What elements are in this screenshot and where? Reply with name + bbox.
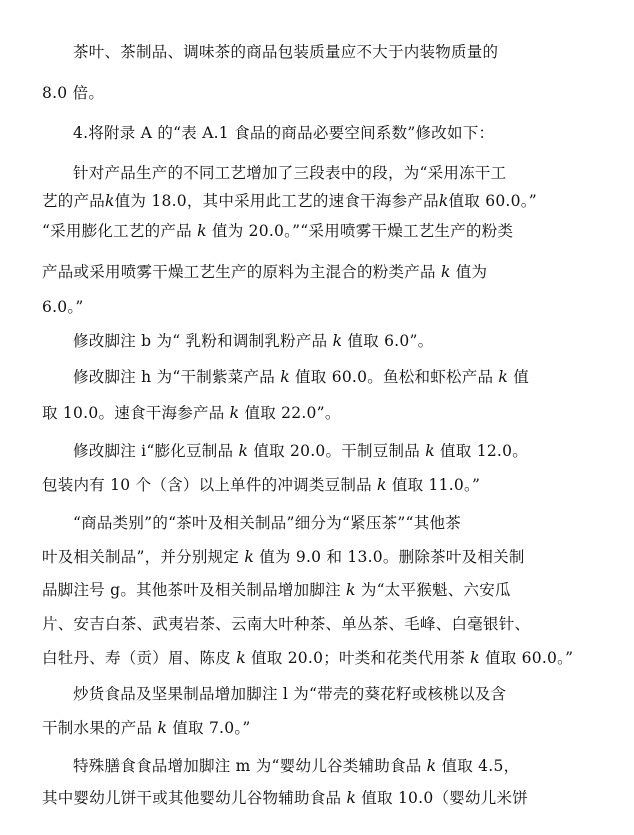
text-run: 值取 7.0。” xyxy=(167,719,251,737)
variable-k: k xyxy=(425,442,435,460)
text-run: 为“太平猴魁、六安瓜 xyxy=(355,581,511,599)
text-run: 包装内有 10 个（含）以上单件的冲调类豆制品 xyxy=(42,476,378,494)
text-run: 值 xyxy=(508,368,529,386)
text-run: 产品或采用喷雾干燥工艺生产的原料为主混合的粉类产品 xyxy=(42,263,441,281)
text-run: 值取 22.0”。 xyxy=(239,404,341,422)
text-run: 值为 18.0，其中采用此工艺的速食干海参产品 xyxy=(114,192,439,210)
text-line xyxy=(0,191,603,211)
text-line xyxy=(0,475,603,495)
text-line xyxy=(0,163,634,183)
variable-k: k xyxy=(438,192,449,210)
text-run: 炒货食品及坚果制品增加脚注 l 为“带壳的葵花籽或核桃以及含 xyxy=(73,685,507,703)
text-run: 品脚注号 g。其他茶叶及相关制品增加脚注 xyxy=(42,581,347,599)
text-run: 修改脚注 b 为“ 乳粉和调制乳粉产品 xyxy=(73,332,333,350)
text-run: 值为 xyxy=(450,263,488,281)
text-line xyxy=(0,123,634,143)
text-line xyxy=(0,580,603,600)
text-line xyxy=(0,788,603,808)
text-line xyxy=(0,614,603,634)
text-run: 值取 10.0（婴幼儿米饼 xyxy=(356,789,528,807)
text-run: 针对产品生产的不同工艺增加了三段表中的段，为“采用冻干工 xyxy=(73,164,507,182)
text-run: 4.将附录 A 的“表 A.1 食品的商品必要空间系数”修改如下： xyxy=(73,124,495,142)
text-run: 干制水果的产品 xyxy=(42,719,158,737)
text-run: 特殊膳食食品增加脚注 m 为“婴幼儿谷类辅助食品 xyxy=(73,757,427,775)
variable-k: k xyxy=(229,404,240,422)
text-run: 值取 12.0。 xyxy=(434,442,528,460)
text-line xyxy=(0,42,634,62)
variable-k: k xyxy=(346,581,356,599)
text-run: 叶及相关制品”，并分别规定 xyxy=(42,548,245,566)
text-run: 值为 9.0 和 13.0。删除茶叶及相关制 xyxy=(254,548,525,566)
text-run: 8.0 倍。 xyxy=(42,84,105,102)
text-line xyxy=(0,684,634,704)
text-line xyxy=(0,83,603,103)
variable-k: k xyxy=(332,332,343,350)
text-run: 艺的产品 xyxy=(42,192,106,210)
text-run: 值取 4.5， xyxy=(436,757,520,775)
text-line xyxy=(0,403,603,423)
variable-k: k xyxy=(346,789,357,807)
text-run: 值取 6.0”。 xyxy=(342,332,434,350)
text-run: “商品类别”的“茶叶及相关制品”细分为“紧压茶”“其他茶 xyxy=(73,514,461,532)
text-line xyxy=(0,297,603,317)
variable-k: k xyxy=(377,476,387,494)
variable-k: k xyxy=(498,368,509,386)
text-line xyxy=(0,331,634,351)
variable-k: k xyxy=(280,368,290,386)
variable-k: k xyxy=(244,548,255,566)
variable-k: k xyxy=(236,649,246,667)
text-line xyxy=(0,513,634,533)
text-line xyxy=(0,718,603,738)
text-run: 片、安吉白茶、武夷岩茶、云南大叶种茶、单丛茶、毛峰、白毫银针、 xyxy=(42,615,531,633)
text-line xyxy=(0,367,634,387)
text-run: 茶叶、茶制品、调味茶的商品包装质量应不大于内装物质量的 xyxy=(73,43,499,61)
text-run: 值取 60.0。” xyxy=(448,192,537,210)
variable-k: k xyxy=(426,757,437,775)
text-run: 值为 20.0。”“采用喷雾干燥工艺生产的粉类 xyxy=(206,222,514,240)
text-line xyxy=(0,756,634,776)
text-run: 取 10.0。速食干海参产品 xyxy=(42,404,230,422)
variable-k: k xyxy=(157,719,168,737)
text-run: “采用膨化工艺的产品 xyxy=(42,222,198,240)
text-run: 修改脚注 i“膨化豆制品 xyxy=(73,442,239,460)
text-line xyxy=(0,547,603,567)
text-run: 白牡丹、寿（贡）眉、陈皮 xyxy=(42,649,237,667)
text-run: 值取 60.0。” xyxy=(479,649,574,667)
text-line xyxy=(0,221,603,241)
variable-k: k xyxy=(105,192,115,210)
text-run: 值取 11.0。” xyxy=(386,476,481,494)
text-run: 6.0。” xyxy=(42,298,84,316)
text-run: 其中婴幼儿饼干或其他婴幼儿谷物辅助食品 xyxy=(42,789,347,807)
variable-k: k xyxy=(238,442,249,460)
text-run: 值取 20.0；叶类和花类代用茶 xyxy=(245,649,471,667)
variable-k: k xyxy=(470,649,480,667)
text-line xyxy=(0,441,634,461)
text-run: 值取 60.0。鱼松和虾松产品 xyxy=(289,368,499,386)
text-line xyxy=(0,262,603,282)
text-run: 值取 20.0。干制豆制品 xyxy=(248,442,426,460)
variable-k: k xyxy=(440,263,451,281)
text-run: 修改脚注 h 为“干制紫菜产品 xyxy=(73,368,281,386)
text-line xyxy=(0,648,603,668)
variable-k: k xyxy=(197,222,207,240)
